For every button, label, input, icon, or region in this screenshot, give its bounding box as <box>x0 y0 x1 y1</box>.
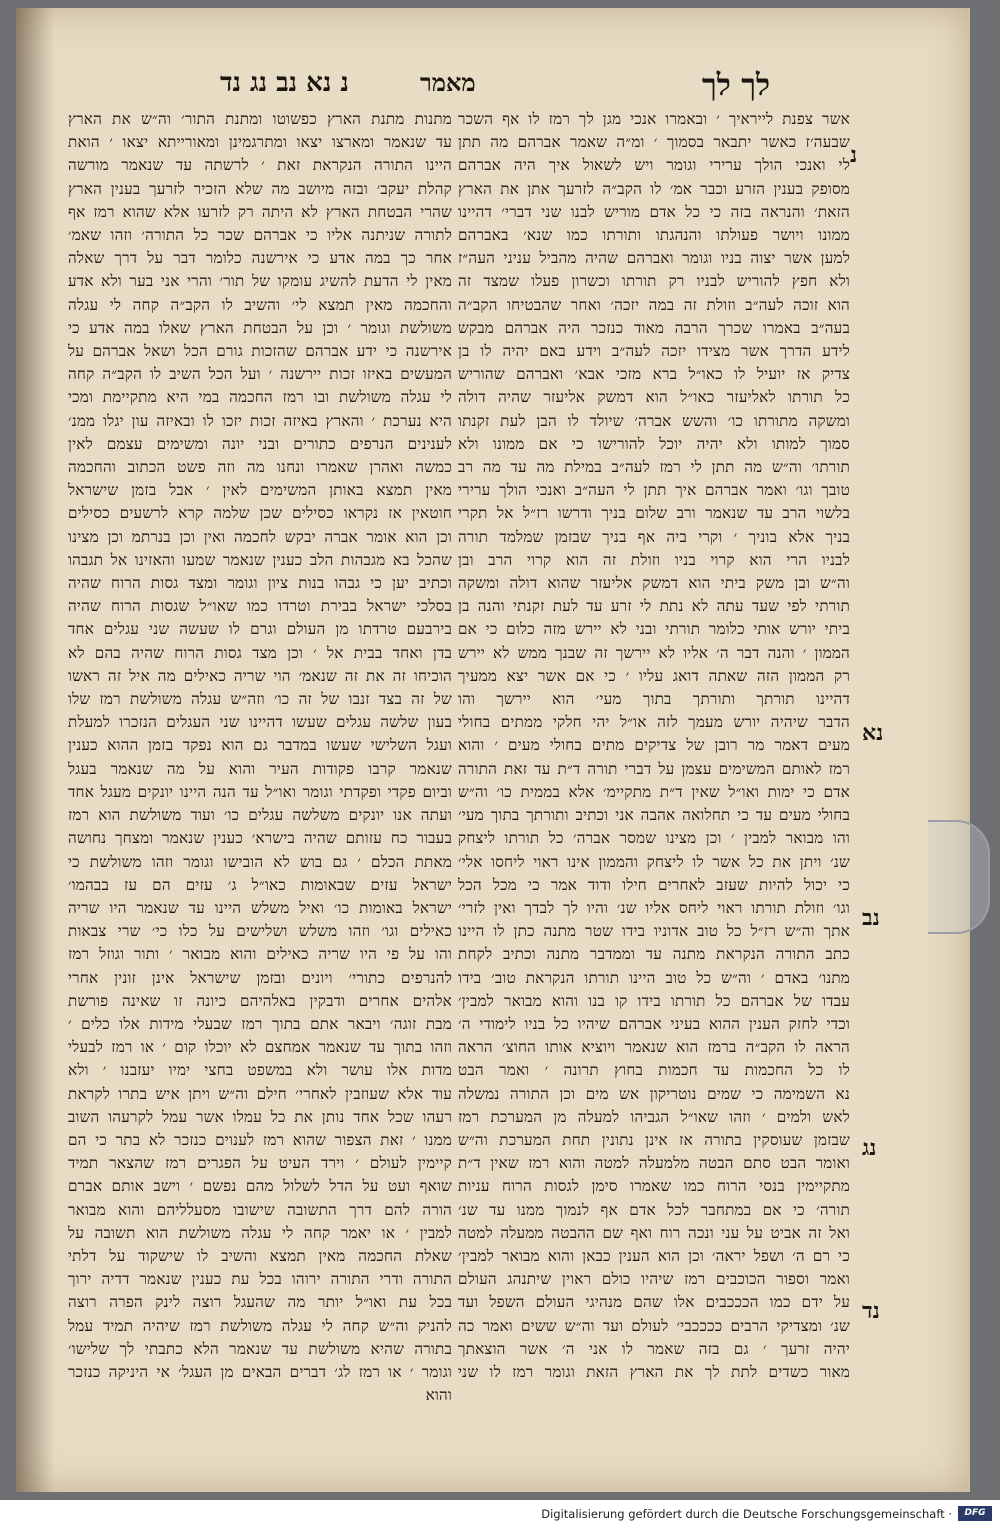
right-column-line: ביתי יורש אותי כלומר תורתי ובני לא יירש מזה כלום כי אם <box>458 620 850 639</box>
running-head <box>0 68 1000 108</box>
text-column-right <box>458 108 850 1381</box>
left-column-line: מתנות מתנת הארץ כפשוטו ומתנת התור׳ וה״ש את הארץ <box>68 110 452 128</box>
right-column-line: וכדי לחזק הענין ההוא בעיני אברהם שיהיו כל בניו לימודי ה׳ <box>458 1014 850 1033</box>
left-column-line: וגומר ׳ או רמז לג׳ דברים הבאים מן העגל׳ אי היניקה כנזכר <box>68 1362 452 1381</box>
left-column-line: ועגל השלישי שעשו במדבר גם הוא נפקד בזמן ההוא כענין <box>68 736 452 755</box>
left-column-line: מאין לי הדעת להשיג עומקו של תור׳ והרי אני בער ולא אדע <box>68 272 452 291</box>
right-column-line: מאור כשדים לתת לך את הארץ הזאת וגומר רמז לו שני <box>458 1362 850 1381</box>
left-column-line: מאתת הכלם ׳ גם בוש לא הובישו וגומר וזהו משולשת כי <box>68 852 452 871</box>
left-column-line: קהלת יעקב׳ ובזה מיושב מה שלא הזכיר לזרעך בענין הארץ <box>68 179 452 198</box>
left-column-line: שהכל בא מגבהות הלב כענין שנאמר שמעו והאזינו אל תגבהו <box>68 550 452 569</box>
running-head-section: מאמר <box>420 68 476 97</box>
left-column-line: והו על פי היו שריה כאילים והוא מבואר ׳ ותור וגוזל רמז <box>68 945 452 964</box>
left-column-line: בעבור כח עזותם שהיה בישרא׳ כענין שנאמר ומצחך נחושה <box>68 829 452 848</box>
right-column-line: תורה׳ כי אם במתחבר לכל אדם אף לנמוך ממנו עד שנ׳ <box>458 1200 850 1219</box>
gutter-shadow <box>16 8 54 1492</box>
left-column-line: לענינים הנרפים כתורים ובני יונה ומשימים עצמם לאין <box>68 434 452 453</box>
left-column-line: והחכמה מאין תמצא לי׳ והשיב לו הקב״ה קחה לי עגלה <box>68 295 452 314</box>
left-column-line: להנרפים כתורי׳ ויונים ובזמן שישראל אינן זונין אחרי <box>68 968 452 987</box>
right-column-line: יהיה זרעך ׳ גם בזה שאמר לו אני ה׳ אשר הוצאתך <box>458 1339 850 1358</box>
page-clip <box>928 820 990 934</box>
left-column-line: של זה בצד זנבו של זה כו׳ וזה״ש עגלה משולשת רמז שלו <box>68 690 452 709</box>
right-column-line: בחולי מעים עד כי תחלואה אהבה אני וכתיב ותורתך בתוך מעי׳ <box>458 806 850 825</box>
right-column-line: למען אשר יצוה בניו וגומר ואברהם שהיה מהביל עניני העה״ז <box>458 249 850 268</box>
right-column-line: ואומר הבט סתם הבטה מלמעלה למטה והוא רמז שאין ד״ת <box>458 1154 850 1173</box>
right-column-line: לי ואנכי הולך ערירי וגומר ויש לשאול איך היה אברהם <box>458 156 850 175</box>
footer-credit: Digitalisierung gefördert durch die Deutsche Forschungsgemeinschaft · <box>541 1507 952 1521</box>
right-column-line: צדיק אז יועיל לו כאו״ל ברא מזכי אבא׳ ואברהם שהוריש <box>458 365 850 384</box>
right-column-line: לאש ולמים ׳ וזהו שאו״ל הגביהו למעלה מן המערכת רמז <box>458 1107 850 1126</box>
left-column-line: לי עגלה משולשת ובו רמז החכמה במי היא מתקיימת ומכי <box>68 388 452 407</box>
left-column-line: מאין תמצא באותן המשימים לאין ׳ אבל בזמן שישראל <box>68 481 452 500</box>
left-column-line: עוד אלא שעוזבין לאחרי׳ חילם וה״ש ויתן איש בתרו לקראת <box>68 1084 452 1103</box>
left-column-line: בתורה שהיא משולשת עד שנאמר הלא כתבתי לך שלישו׳ <box>68 1339 452 1358</box>
right-column-line: שבעה׳ז כאשר יתבאר בסמוך ׳ ומ״ה שאמר אברהם מה תתן <box>458 133 850 152</box>
right-column-line: אדם כי ימות ואו״ל שאין ד״ת מתקיימ׳ אלא בממית כו׳ וה״ש <box>458 782 850 801</box>
right-column-line: וה״ש ובן משק ביתי הוא דמשק אליעזר שהוא דולה ומשקה <box>458 574 850 593</box>
left-column-line: כאילים וגו׳ וזהו משלש ושלישים על כלו כי׳ שרי צבאות <box>68 922 452 941</box>
right-column-line: בלשוי הרב עד שנאמר ורב שלום בניך ודרשו רז״ל אל תקרי <box>458 504 850 523</box>
right-column-line: אתך וה״ש רז״ל כל טוב אדוניו בידו שטר מתנה כתן לו היינו <box>458 922 850 941</box>
text-column-left <box>68 108 452 1405</box>
right-column-line: שנ׳ ויתן את כל אשר לו ליצחק והממון אינו ראוי ליחסו אלי׳ <box>458 852 850 871</box>
left-column-line: ממנו ׳ זאת הצפור שהוא רמז לענוים כנזכר לא בתר כי הם <box>68 1130 452 1149</box>
margin-mark-nun-dalet: נד <box>862 1298 880 1324</box>
right-column-line: הראה לו הקב״ה ברמז הוא שנאמר ויוציא אותו החוצ׳ הראה <box>458 1038 850 1057</box>
right-column-line: רמז לאותם המשימים עצמן על דברי תורה ד״ת עד זאת התורה <box>458 759 850 778</box>
left-column-line: שהרי הבטחת הארץ לא היתה רק לזרעו אלא שהוא רמז אף <box>68 202 452 221</box>
right-column-line: ומשקה מתורתו כו׳ והשש אברה׳ שיולד לו הבן לעת זקנתו <box>458 411 850 430</box>
right-column-line: ואמר וספור הכוכבים רמז שיהיו כולם ראוין שיתנהג העולם <box>458 1270 850 1289</box>
right-column-line: לבניו הרי הוא קרוי בניו וזולת זה הוא קרוי הרב ובן <box>458 550 850 569</box>
footer-bar <box>0 1500 1000 1527</box>
right-column-line: שבזמן שעוסקין בתורה אז אינן נתונין תחת המערכת וה״ש <box>458 1130 850 1149</box>
left-column-line: בדן ואחד בבית אל ׳ וכן מצד גסות הרוח שהיה בהם לא <box>68 643 452 662</box>
right-column-line: לידע הדרך אשר מצידו יזכה לעה״ב וידע באם יהיה לו בן <box>458 342 850 361</box>
right-column-line: בעה״ב באמרו שכרך הרבה מאוד כנזכר היה אברהם מבקש <box>458 318 850 337</box>
left-column-line: קיימין לעולם ׳ וירד העיט על הפגרים רמז שהצאר תמיד <box>68 1154 452 1173</box>
left-column-line: כמשה ואהרן שאמרו ונחנו מה וזה פשט הכתוב והחכמה <box>68 458 452 477</box>
right-column-line: על ידם כמו הכככבים אלו שהם מנהיגי העולם השפל ועד <box>458 1293 850 1312</box>
left-column-line: ישראל באומות כו׳ ואיל משלש היינו עד שנאמר היו שריה <box>68 898 452 917</box>
left-column-line: אירשנה כי ידע אברהם שהזכות גורם הכל ושאל אברהם על <box>68 342 452 361</box>
left-column-line: וכן הוא אומר אברה יבקש לחכמה ואין וכן בנרתמ וכן מצינו <box>68 527 452 546</box>
right-column-line: כתב התורה הנקראת מתנה עד וממדבר מתנה וכתיב לקחת <box>458 945 850 964</box>
left-column-line: להניק וה״ש קחה לי עגלה משולשת רמז שיהיה תמיד עמל <box>68 1316 452 1335</box>
left-column-line: בעון שלשה עגלים שעשו דהיינו שני העגלים הנזכרו למעלת <box>68 713 452 732</box>
right-column-line: ממונו ויושר פעולתו והנהגתו ותורתו כמו שנא׳ באברהם <box>458 226 850 245</box>
right-column-line: הזאת׳ והנראה בזה כי כל אדם מוריש לבנו שני דברי׳ דהיינו <box>458 202 850 221</box>
left-column-line: למבין ׳ או יאמר קחה לי עגלה משולשת הוא תשובה על <box>68 1223 452 1242</box>
right-column-line: אשר צפנת לייראיך ׳ ובאמרו אנכי מגן לך רמז לו אף השכר <box>458 110 850 128</box>
right-column-line: מעים דאמר מר רובן של צדיקים מתים בחולי מעים ׳ והוא <box>458 736 850 755</box>
right-column-line: כי יכול להיות שעזב לאחרים חילו ודוד אמר כי מכל הכל <box>458 875 850 894</box>
right-column-line: כל תורתו לאליעזר כאו״ל הוא דמשק אליעזר שהיה דולה <box>458 388 850 407</box>
margin-mark-nun-bet: נב <box>862 905 880 931</box>
dfg-logo: DFG <box>958 1506 992 1521</box>
right-column-line: תורתו׳ וה״ש מה תתן לי רמז לעה״ב במילת מה עד מה רב <box>458 458 850 477</box>
left-column-line: התורה ודרי התורה ירוהו בכל עת כענין שנאמר דדיה ירוך <box>68 1270 452 1289</box>
right-column-line: רק הממון הזה שאתה דואג עליו ׳ כי אם אשר יצא ממעיך <box>458 666 850 685</box>
left-column-line: ישראל עזים שבאומות כאו״ל ג׳ עזים הם עז בבהמו׳ <box>68 875 452 894</box>
left-column-line: והוא <box>425 1386 452 1405</box>
left-column-line: היינו התורה הנקראת זאת ׳ לרשתה עד שנאמר מורשה <box>68 156 452 175</box>
left-column-line: בירבעם טרדתו מן העולם וגרם לו שעשה שני עגלים אחד <box>68 620 452 639</box>
left-column-line: עד שנאמר ומארצו יצאו ומתרגמינן ומאורייתא יצאו ׳ הואת <box>68 133 452 152</box>
running-head-folio-letters: נ נא נב נג נד <box>220 68 349 98</box>
right-column-line: שנ׳ ומצדיקי הרבים ככככבי׳ לעולם ועד וה״ש ששים ואמר כה <box>458 1316 850 1335</box>
right-column-line: עבדו של אברהם כל תורתו בידו קו בנו והוא מבואר למבין׳ <box>458 991 850 1010</box>
left-column-line: אלהים אחרים ודבקין באלהיהם כיונה זו שאינה פורשת <box>68 991 452 1010</box>
left-column-line: הוכיחו זה את זה שנאמ׳ הוי שריה כאילים מה איל זה ראשו <box>68 666 452 685</box>
left-column-line: בסלכי ישראל בבירת וטרדו כמו שאו״ל שגסות הרוח שהיה <box>68 597 452 616</box>
left-column-line: וביום פקדי ופקדתי וגומר ואו״ל עד הנה היינו יונקים מעגל אחד <box>68 782 452 801</box>
running-head-title: לך לך <box>702 68 770 103</box>
right-column-line: בניך אלא בוניך ׳ וקרי ביה אף בניך שבזמן שמלמד תורה <box>458 527 850 546</box>
margin-mark-nun-alef: נא <box>862 720 884 746</box>
right-column-line: מתנו׳ באדם ׳ וה״ש כל טוב היינו תורתו הנקראת טוב׳ בידו <box>458 968 850 987</box>
margin-mark-nun-gimel: נג <box>862 1135 877 1161</box>
left-column-line: וזהו בתוך עד שנאמר אמחצם לא יוכלו קום ׳ או רמז לבעלי <box>68 1038 452 1057</box>
right-column-line: הממון ׳ והנה דבר ה׳ אליו לא יירשך זה שבנך ממש לא יירש <box>458 643 850 662</box>
right-column-line: והו מבואר למבין ׳ וכן מצינו שמסר אברה׳ כל תורתו ליצחק <box>458 829 850 848</box>
left-column-line: שנאמר קרבו פקודות העיר והוא על מה שנאמר בעגל <box>68 759 452 778</box>
left-column-line: שואף ועט על הדל לשלול מהם נפשם ׳ וישב אותם אברם <box>68 1177 452 1196</box>
left-column-line: בכל עת ואו״ל יותר מה שהעגל רוצה לינק הפרה רוצה <box>68 1293 452 1312</box>
right-column-line: לו כל החכמות עד חכמות בחוץ תרונה ׳ ואמר הבט <box>458 1061 850 1080</box>
left-column-line: רעהו שכל אחד נותן את כל עמלו אשר עמל לקרעהו השוב <box>68 1107 452 1126</box>
right-column-line: מסופק בענין הזרע וכבר אמ׳ לו הקב״ה לזרעך אתן את הארץ <box>458 179 850 198</box>
right-column-line: סמוך למותו ולא יהיה יוכל להורישו כי אם ממונו ולא <box>458 434 850 453</box>
right-column-line: הדבר שיהיה יורש מעמך לזה או״ל יהי חלקי ממתים בחולי <box>458 713 850 732</box>
margin-mark-nun: נ <box>850 142 858 168</box>
right-column-line: דהיינו תורתך ותורתך בתוך מעי׳ הוא יירשך והו <box>458 690 850 709</box>
right-column-line: תורתי לפי שעד עתה לא נתת לי זרע עד לעת זקנתי והנה בן <box>458 597 850 616</box>
right-column-line: מתקיימין בנסי הרוח כמו שאמרו סימן לגסות הרוח עניות <box>458 1177 850 1196</box>
left-column-line: מדות אלו עושר ולא במשפט בחצי ימיו יעזבנו ׳ ולא <box>68 1061 452 1080</box>
left-column-line: אחר כך במה אדע כי אירשנה כלומר דבר על דרך שאלה <box>68 249 452 268</box>
left-column-line: היא נערכת ׳ והארץ באיזה זכות יזכו לו ובאיזה עון יגלו ממנ׳ <box>68 411 452 430</box>
left-column-line: שאלת החכמה מאין תמצא והשיב לו שישקוד על דלתי <box>68 1246 452 1265</box>
right-column-line: נא השמימה כי שמים נוטריקון אש מים וכן התורה נמשלה <box>458 1084 850 1103</box>
right-column-line: וגו׳ וזולת תורתו ראוי ליחס אליו שנ׳ והיו לך לבדך ואין לזרי׳ <box>458 898 850 917</box>
right-column-line: כי רם ה׳ ושפל יראה׳ וכן הוא הענין כבאן והוא מבואר למבין׳ <box>458 1246 850 1265</box>
left-column-line: מבת זוגה׳ ויבאר אתם בתוך רמז שבעלי מידות אלו כלים ׳ <box>68 1014 452 1033</box>
left-column-line: המעשים באיזו זכות יירשנה ׳ ועל הכל השיב לו הקב״ה קחה <box>68 365 452 384</box>
left-column-line: וכתיב יען כי גבהו בנות ציון וגומר ומצד גסות הרוח שהיה <box>68 574 452 593</box>
left-column-line: משולשת וגומר ׳ וכן על הבטחת הארץ שאלו במה אדע כי <box>68 318 452 337</box>
left-column-line: חוטאין אז נקראו כסילים שכן שלמה קרא לרשעים כסילים <box>68 504 452 523</box>
right-column-line: ואל זה אביט על עני ונכה רוח ואף שם ההבטה ממעלה למטה <box>458 1223 850 1242</box>
right-column-line: הוא זוכה לעה״ב וזולת זה במה יזכה׳ ואחר שהבטיחו הקב״ה <box>458 295 850 314</box>
left-column-line: הורה להם דרך התשובה שישובו מסעלליהם והוא מבואר <box>68 1200 452 1219</box>
right-column-line: ולא חפץ להוריש לבניו רק תורתו וכשרון פעלו שמצד זה <box>458 272 850 291</box>
left-column-line: לתורה שניתנה אליו כי אברהם שכר כל התורה׳ וזהו שאמ׳ <box>68 226 452 245</box>
right-column-line: טובך וגו׳ ואמר אברהם איך תתן לי העה״ב ואנכי הולך ערירי <box>458 481 850 500</box>
left-column-line: ועתה אנו יונקים משלשה עגלים כו׳ ועוד משולשת הוא רמז <box>68 806 452 825</box>
